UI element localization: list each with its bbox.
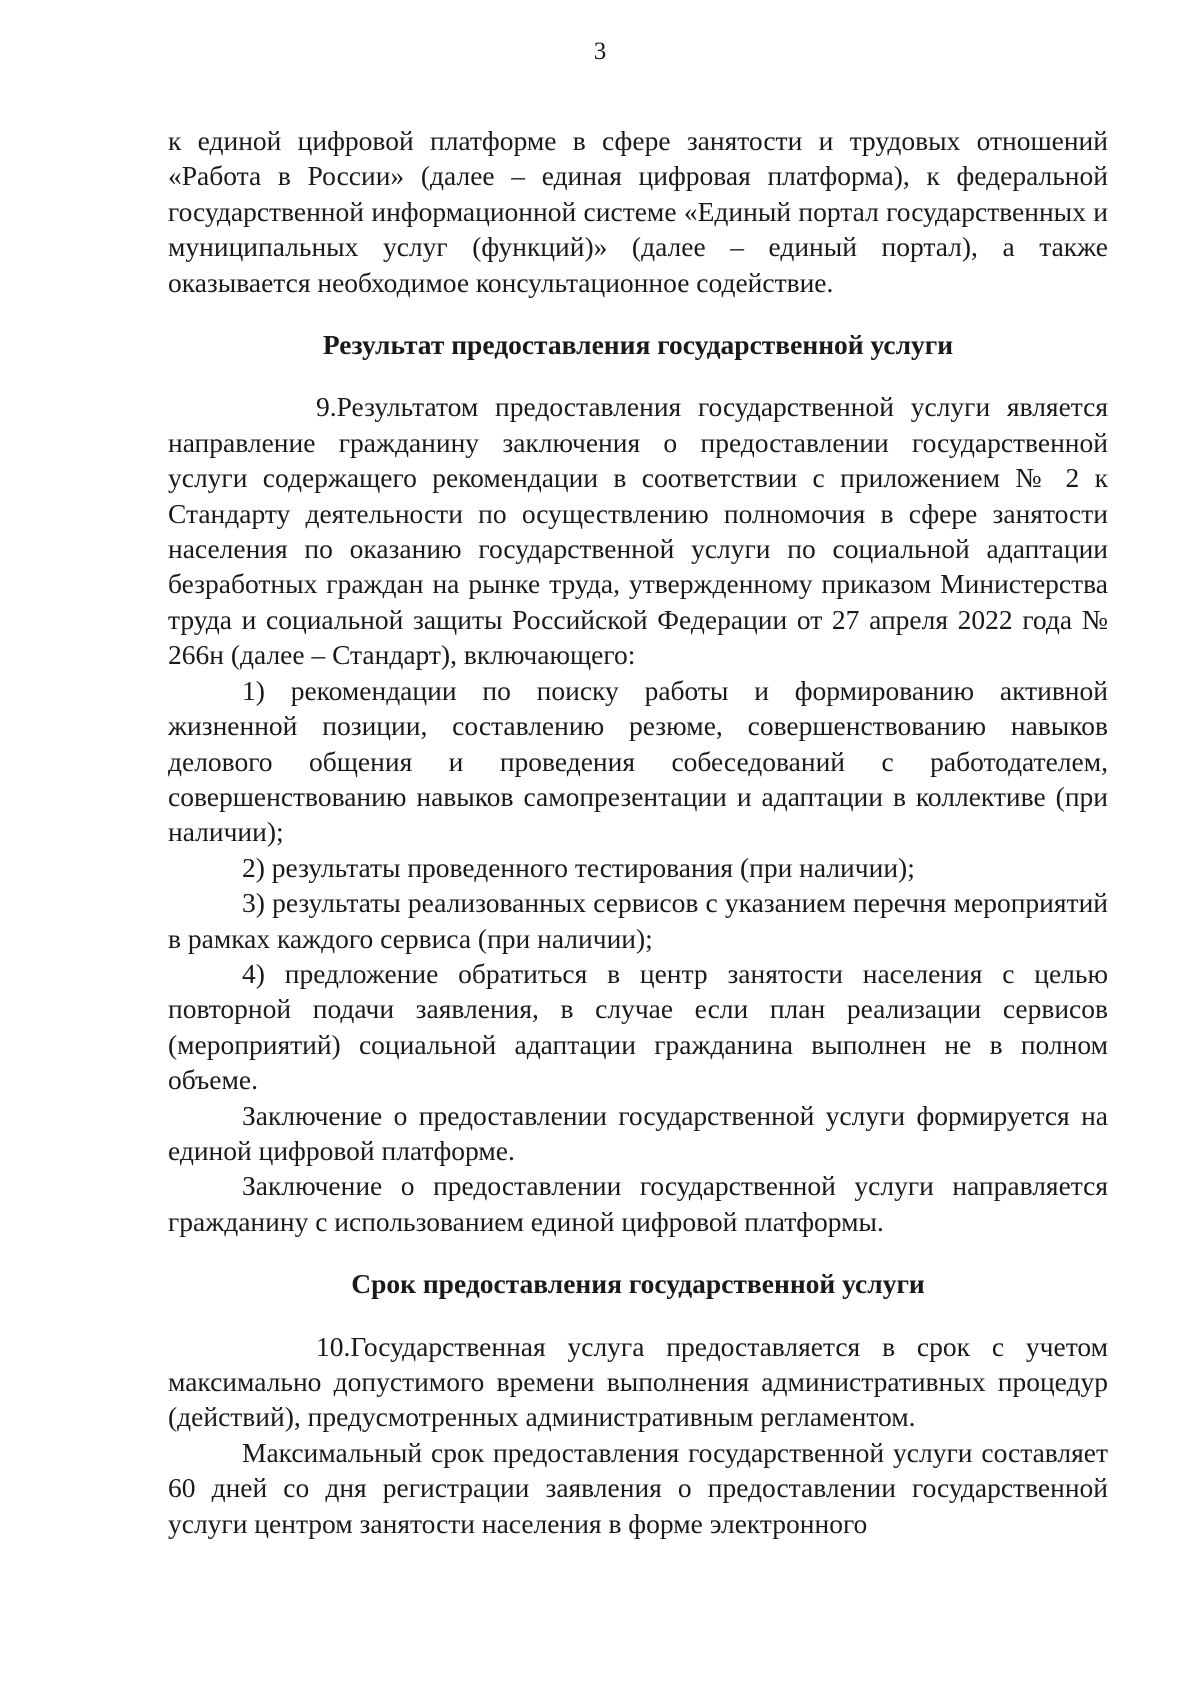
paragraph-9-number: 9.	[316, 391, 337, 423]
paragraph-conclusion-sent: Заключение о предоставлении государственной услуги направляется гражданину с использованием единой цифровой платформы.	[168, 1170, 1108, 1237]
document-body	[168, 123, 1108, 1541]
paragraph-9-text: Результатом предоставления государственной услуги является направление гражданину заключения о предоставлении государственной услуги содержащего рекомендации в соответствии с приложением № 2 к Стандарту деятельности по осуществлению полномочия в сфере занятости населения по оказанию государственной услуги по социальной адаптации безработных граждан на рынке труда, утвержденному приказом Министерства труда и социальной защиты Российской Федерации от 27 апреля 2022 года № 266н (далее – Стандарт), включающего:	[168, 391, 1108, 671]
paragraph-10	[168, 1329, 1108, 1435]
list-item-1: 1) рекомендации по поиску работы и формированию активной жизненной позиции, составлению резюме, совершенствованию навыков делового общения и проведения собеседований с работодателем, совершенствованию навыков самопрезентации и адаптации в коллективе (при наличии);	[168, 674, 1108, 848]
paragraph-10-text: Государственная услуга предоставляется в срок с учетом максимально допустимого времени выполнения административных процедур (действий), предусмотренных административным регламентом.	[168, 1330, 1108, 1433]
paragraph-max-term: Максимальный срок предоставления государственной услуги составляет 60 дней со дня регистрации заявления о предоставлении государственной услуги центром занятости населения в форме электронного	[168, 1436, 1108, 1539]
section-heading-result: Результат предоставления государственной услуги	[322, 329, 954, 361]
paragraph-9	[168, 389, 1108, 672]
list-item-4: 4) предложение обратиться в центр занятости населения с целью повторной подачи заявления, в случае если план реализации сервисов (мероприятий) социальной адаптации гражданина выполнен не в полном объеме.	[168, 957, 1108, 1096]
page-number: 3	[593, 38, 607, 65]
section-heading-term: Срок предоставления государственной услуги	[351, 1268, 925, 1300]
paragraph-continuation: к единой цифровой платформе в сфере занятости и трудовых отношений «Работа в России» (далее – единая цифровая платформа), к федеральной государственной информационной системе «Единый портал государственных и муниципальных услуг (функций)» (далее – единый портал), а также оказывается необходимое консультационное содействие.	[168, 125, 1108, 298]
list-item-3: 3) результаты реализованных сервисов с указанием перечня мероприятий в рамках каждого сервиса (при наличии);	[168, 887, 1108, 954]
list-item-2: 2) результаты проведенного тестирования (при наличии);	[242, 851, 915, 883]
paragraph-conclusion-formed: Заключение о предоставлении государственной услуги формируется на единой цифровой платформе.	[168, 1099, 1108, 1166]
paragraph-10-number: 10.	[316, 1330, 351, 1362]
